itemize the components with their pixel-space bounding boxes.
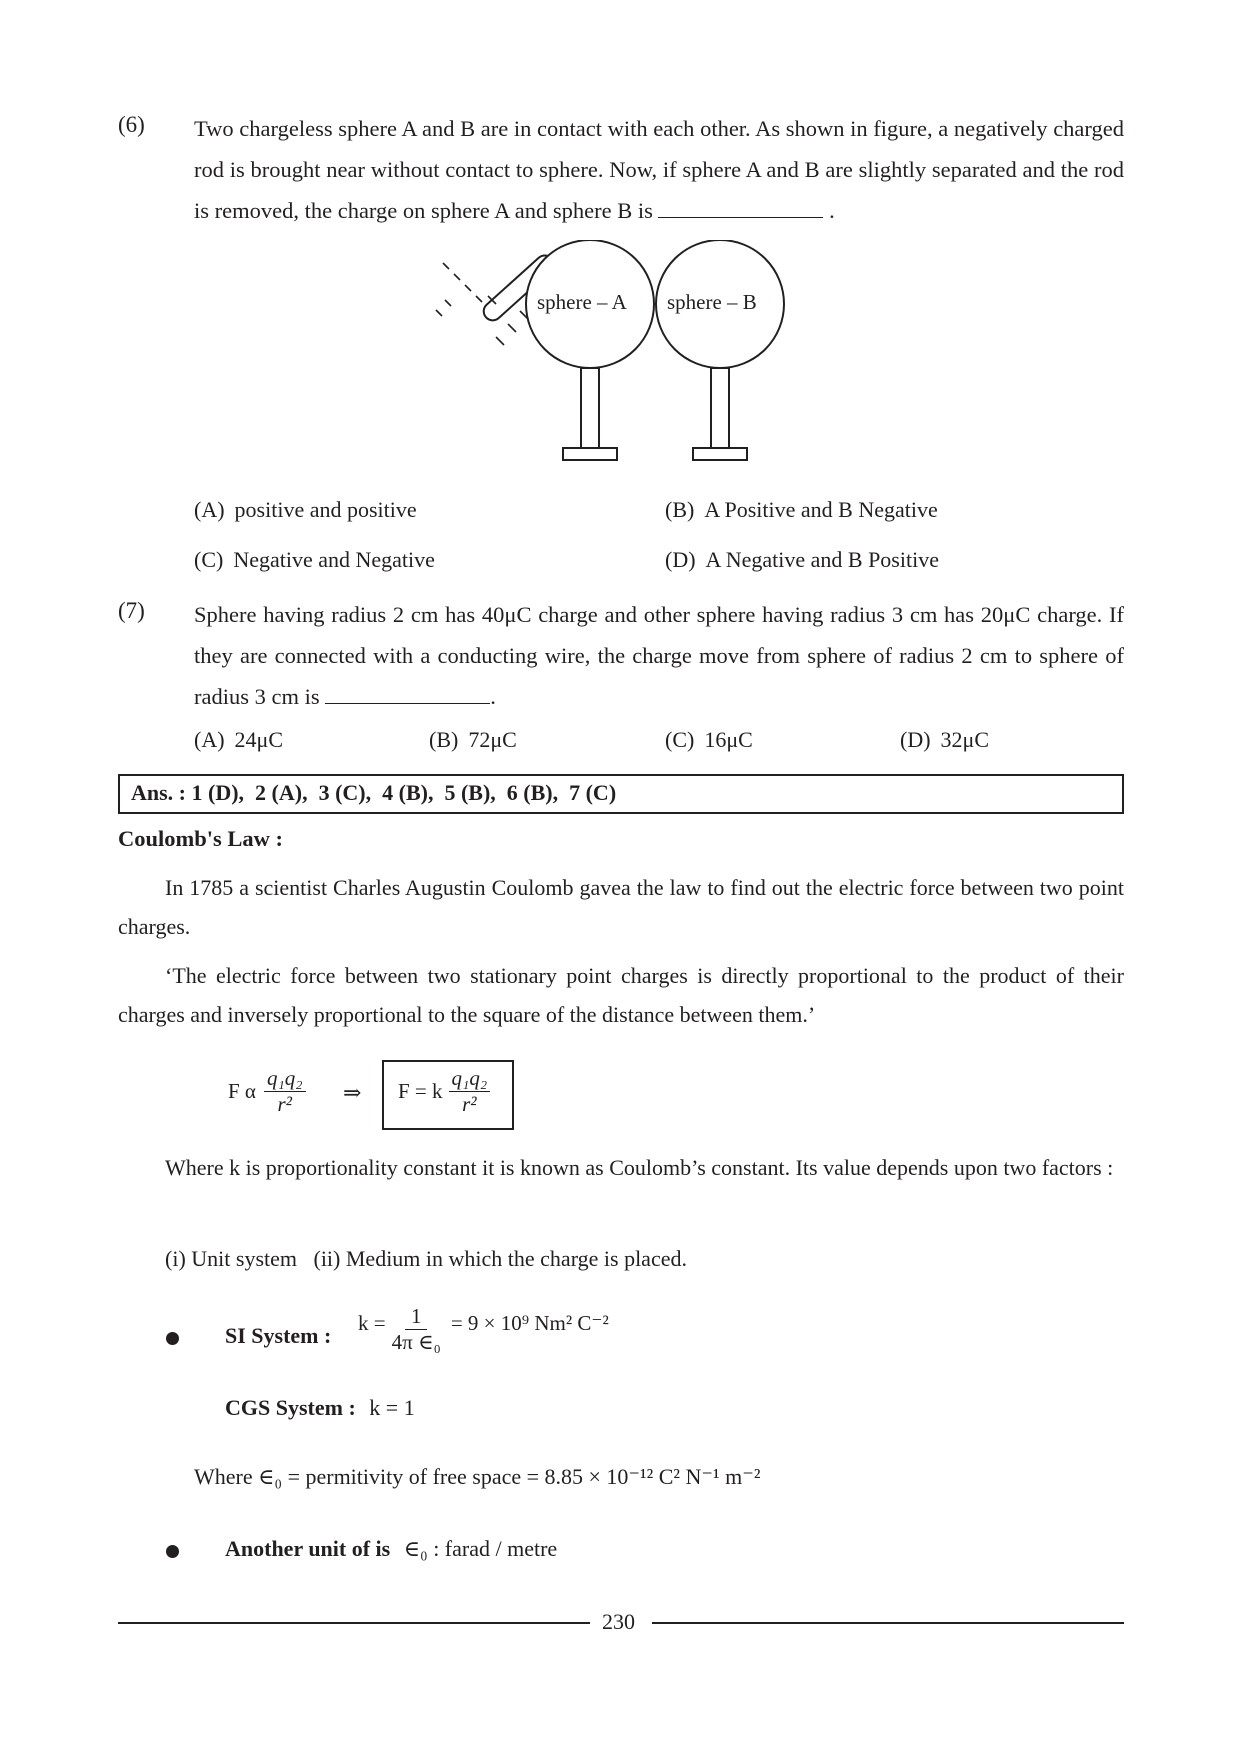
q7-option-a[interactable]: (A) 24μC	[194, 727, 284, 752]
question-6-body: Two chargeless sphere A and B are in contact with each other. As shown in figure, a negatively charged rod is brought near without contact to sphere. Now, if sphere A and B are slightly separated and the rod is removed, the charge on sphere A and sphere B is	[194, 116, 1124, 223]
bullet-icon	[166, 1332, 179, 1345]
si-system-label: SI System :	[225, 1323, 332, 1348]
question-7-number: (7)	[118, 598, 145, 623]
answer-key-text: Ans. : 1 (D), 2 (A), 3 (C), 4 (B), 5 (B), 6 (B), 7 (C)	[131, 780, 617, 805]
question-7-body: Sphere having radius 2 cm has 40μC charge and other sphere having radius 3 cm has 20μC charge. If they are connected with a conducting wire, the charge move from sphere of radius 2 cm to sphere of radius 3 cm is	[194, 602, 1124, 709]
implies-arrow: ⇒	[343, 1080, 362, 1105]
q7-option-d[interactable]: (D) 32μC	[900, 727, 990, 752]
another-unit-value: ∈₀ : farad / metre	[403, 1536, 558, 1561]
question-6-text: Two chargeless sphere A and B are in contact with each other. As shown in figure, a negatively charged rod is brought near without contact to sphere. Now, if sphere A and B are slightly separated and the rod is removed, the charge on sphere A and sphere B is .	[194, 116, 1124, 223]
q6-option-c[interactable]: (C) Negative and Negative	[194, 547, 435, 572]
factors-list: (i) Unit system (ii) Medium in which the charge is placed.	[165, 1246, 687, 1271]
q6-option-d[interactable]: (D) A Negative and B Positive	[665, 547, 939, 572]
si-k-formula: k = $\frac{1}{\text{4π ∈₀}}$ = 9 × 10⁹ Nm² C⁻²	[358, 1304, 609, 1354]
coulomb-intro-paragraph: In 1785 a scientist Charles Augustin Coulomb gavea the law to find out the electric force between two point charges.	[118, 875, 1124, 939]
answer-blank	[658, 217, 823, 218]
proportional-formula: F α $\frac{\text{q₁q₂}}{\text{r²}}$	[228, 1068, 306, 1115]
coulomb-constant-paragraph: Where k is proportionality constant it is known as Coulomb’s constant. Its value depends upon two factors :	[165, 1155, 1114, 1180]
cgs-system-label: CGS System :	[225, 1395, 356, 1420]
question-7-text: Sphere having radius 2 cm has 40μC charge and other sphere having radius 3 cm has 20μC charge. If they are connected with a conducting wire, the charge move from sphere of radius 2 cm to sphere of radius 3 cm is .	[194, 602, 1124, 709]
sphere-b-label: sphere – B	[667, 290, 757, 314]
page-number: 230	[602, 1609, 635, 1634]
answer-blank	[325, 703, 490, 704]
footer-rule-right	[652, 1622, 1124, 1624]
q7-option-b[interactable]: (B) 72μC	[429, 727, 517, 752]
footer-rule-left	[118, 1622, 590, 1624]
q7-option-c[interactable]: (C) 16μC	[665, 727, 753, 752]
another-unit-label: Another unit of is	[225, 1536, 391, 1561]
permittivity-definition: Where ∈₀ = permitivity of free space = 8.85 × 10⁻¹² C² N⁻¹ m⁻²	[194, 1464, 761, 1489]
q6-option-b[interactable]: (B) A Positive and B Negative	[665, 497, 938, 522]
bullet-icon	[166, 1545, 179, 1558]
section-heading: Coulomb's Law :	[118, 826, 284, 851]
question-6-number: (6)	[118, 112, 145, 137]
sphere-a-label: sphere – A	[537, 290, 627, 314]
q6-option-a[interactable]: (A) positive and positive	[194, 497, 417, 522]
cgs-system-value: k = 1	[369, 1395, 415, 1420]
another-unit-row	[225, 1536, 557, 1562]
cgs-system-row	[225, 1395, 415, 1421]
coulomb-law-statement: ‘The electric force between two stationary point charges is directly proportional to the product of their charges and inversely proportional to the square of the distance between them.’	[118, 963, 1124, 1027]
spheres-figure	[420, 240, 800, 470]
coulomb-formula: F = k $\frac{\text{q₁q₂}}{\text{r²}}$	[398, 1068, 490, 1115]
